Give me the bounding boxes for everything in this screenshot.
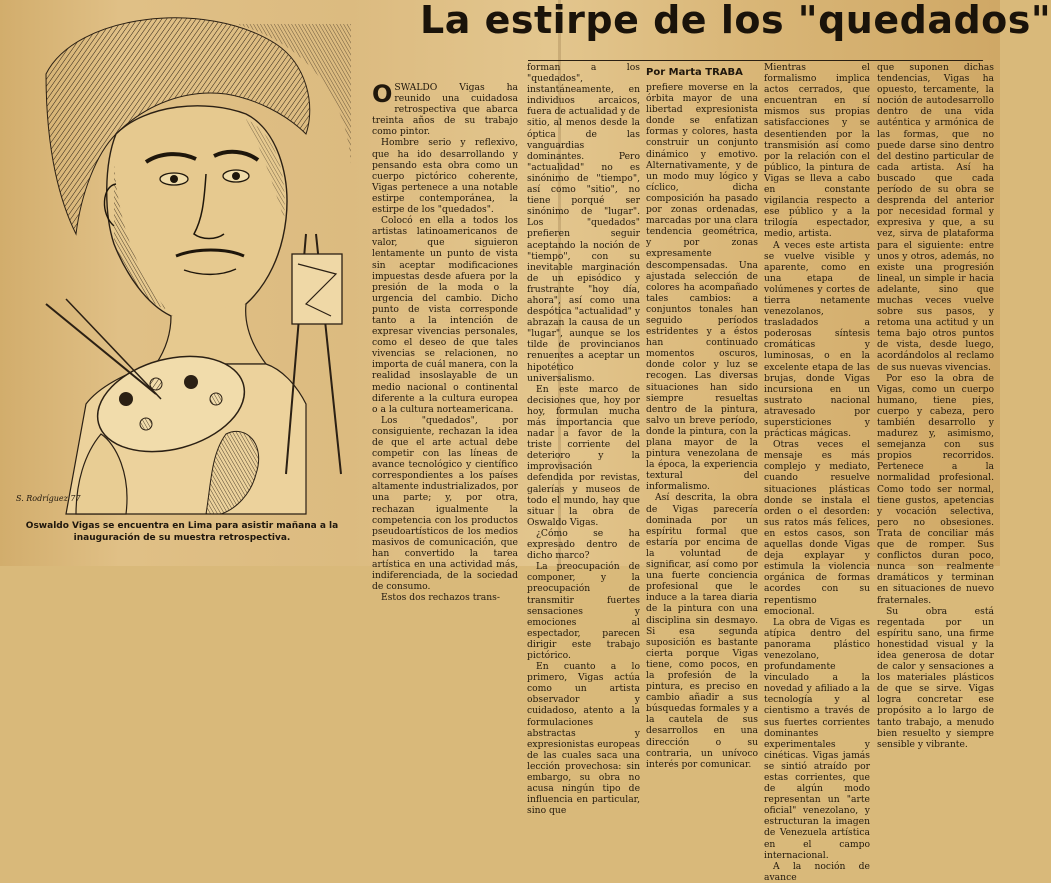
byline: Por Marta TRABA [646,67,743,78]
column-3-paragraph-2: Así descrita, la obra de Vigas parecería dominada por un espíritu formal que estaría por encima de la voluntad de significar, así como por una fuerte conciencia profesional que le induce a la tarea diaria de la pintura con una disciplina sin desmayo. Si esa segunda suposición es bastante cierta porque Vigas tiene, como pocos, en la profesión de la pintura, es preciso en cambio añadir a sus búsquedas formales y a la cautela de sus desarrollos en una dirección o su contraria, un unívoco interés por comunicar. [646,492,758,770]
column-4-paragraph-5: A la noción de avance [764,860,870,883]
column-4-paragraph-4: La obra de Vigas es atípica dentro del panorama plástico venezolano, profundamente vinculado a la novedad y afiliado a la tecnología y al cientismo a través de sus fuertes corrientes dominantes experimentales y cinéticas. Vigas jamás se sintió atraído por estas corrientes, que de algún modo representan un "arte oficial" venezolano, y estructuran la imagen de Venezuela artística en el campo internacional. [764,616,870,861]
article-column-5 [877,62,994,750]
column-2-paragraph-2: En este marco de decisiones que, hoy por hoy, formulan mucha más importancia que nadar a favor de la triste corriente del deterioro y la improvisación defendida por revistas, galerías y museos de todo el mundo, hay que situar la obra de Oswaldo Vigas. [527,383,640,528]
column-1-paragraph-1: OSWALDO Vigas ha reunido una cuidadosa retrospectiva que abarca treinta años de su trabajo como pintor. [372,80,518,138]
column-4-paragraph-2: A veces este artista se vuelve visible y aparente, como en una etapa de volúmenes y cortes de tierra netamente venezolanos, trasladados a poderosas síntesis cromáticas y luminosas, o en la excelente etapa de las brujas, donde Vigas incursiona en un sustrato nacional atravesado por supersticiones y prácticas mágicas. [764,239,870,440]
column-1-paragraph-3: Colocó en ella a todos los artistas latinoamericanos de valor, que siguieron lentamente un punto de vista sin aceptar modificaciones impuestas desde afuera por la presión de la moda o la urgencia del cambio. Dicho punto de vista corresponde tanto a la intención de expresar vivencias personales, como el deseo de que tales vivencias se relacionen, no importa de cuál manera, con la realidad insoslayable de un medio nacional o continental diferente a la cultura europea o a la cultura norteamericana. [372,215,518,415]
portrait-illustration [6,4,354,514]
drop-cap: O [372,80,393,108]
column-2-paragraph-4: La preocupación de componer, y la preocupación de transmitir fuertes sensaciones y emociones al espectador, parecen dirigir este trabajo pictórico. [527,561,640,661]
article-column-3 [646,82,758,770]
article-column-1 [372,80,518,604]
column-5-paragraph-2: Por eso la obra de Vigas, como un cuerpo humano, tiene pies, cuerpo y cabeza, pero también desarrollo y madurez y, asimismo, semejanza con sus propios recorridos. Pertenece a la normalidad profesional. Como todo ser normal, tiene gustos, apetencias y vocación selectiva, pero no obsesiones. Trata de conciliar más que de romper. Sus conflictos duran poco, nunca son realmente dramáticos y terminan en situaciones de nuevo fraternales. [877,372,994,606]
headline-rule [528,60,983,61]
illustration-signature: S. Rodríguez 77 [16,494,81,503]
column-4-paragraph-3: Otras veces el mensaje es más complejo y mediato, cuando resuelve situaciones plásticas donde se instala el orden o el desorden: sus ratos más felices, en estos casos, son aquellas donde Vigas deja explayar y estimula la violencia orgánica de formas acordes con su repentismo emocional. [764,439,870,617]
column-2-paragraph-3: ¿Cómo se ha expresado dentro de dicho marco? [527,527,640,562]
column-5-paragraph-1: que suponen dichas tendencias, Vigas ha opuesto, tercamente, la noción de autodesarrollo dentro de una vida auténtica y armónica de las formas, que no puede darse sino dentro del destino particular de cada artista. Así ha buscado que cada período de su obra se desprenda del anterior por necesidad formal y expresiva y que, a su vez, sirva de plataforma para el siguiente: entre unos y otros, además, no existe una progresión lineal, un simple ir hacia adelante, sino que muchas veces vuelve sobre sus pasos, y retoma una actitud y un tema bajo otros puntos de vista, desde luego, acordándolos al reclamo de sus nuevas vivencias. [877,62,994,373]
article-column-4 [764,62,870,883]
column-2-paragraph-5: En cuanto a lo primero, Vigas actúa como un artista observador y cuidadoso, atento a la formulaciones abstractas y expresionistas europeas de las cuales saca una lección provechosa: sin embargo, su obra no acusa ningún tipo de influencia en particular, sino que [527,661,640,817]
headline: La estirpe de los "quedados" [420,0,1051,42]
column-1-paragraph-4: Los "quedados", por consiguiente, rechazan la idea de que el arte actual debe competir con las líneas de avance tecnológico y científico correspondientes a los países altamente industrializados, por una parte; y, por otra, rechazan igualmente la competencia con los productos pseudoartísticos de los medios masivos de comunicación, que han convertido la tarea artística en una actividad más, indiferenciada, de la sociedad de consumo. [372,414,518,593]
photo-caption: Oswaldo Vigas se encuentra en Lima para asistir mañana a la inauguración de su muestra retrospectiva. [25,521,339,543]
column-3-paragraph-1: prefiere moverse en la órbita mayor de una libertad expresionista donde se enfatizan formas y colores, hasta construir un conjunto dinámico y emotivo. Alternativamente, y de un modo muy lógico y cíclico, dicha composición ha pasado por zonas ordenadas, marcadas por una clara tendencia geométrica, y por zonas expresamente descompensadas. Una ajustada selección de colores ha acompañado tales cambios: a conjuntos tonales han seguido períodos estridentes y a éstos han continuado momentos oscuros, donde color y luz se recogen. Las diversas situaciones han sido siempre resueltas dentro de la pintura, salvo un breve período, donde la pintura, con la plana mayor de la pintura venezolana de la época, la experiencia textural del informalismo. [646,82,758,493]
portrait-drawing [6,4,354,514]
column-5-paragraph-3: Su obra está regentada por un espíritu sano, una firme honestidad visual y la idea generosa de dotar de calor y sensaciones a los materiales plásticos de que se sirve. Vigas logra concretar ese propósito a lo largo de tanto trabajo, a menudo bien resuelto y siempre sensible y vibrante. [877,605,994,750]
column-2-paragraph-1: forman a los "quedados", instantáneamente, en individuos arcaicos, fuera de actualidad y de sitio, al menos desde la óptica de las vanguardias dominantes. Pero "actualidad" no es sinónimo de "tiempo", así como "sitio", no tiene porqué ser sinónimo de "lugar". Los "quedados" prefieren seguir aceptando la noción de "tiempo", con su inevitable marginación de un episódico y frustrante "hoy día, ahora", así como una despótica "actualidad" y abrazan la causa de un "lugar", aunque se los tilde de provincianos renuentes a aceptar un hipotético universalismo. [527,62,641,384]
column-1-paragraph-2: Hombre serio y reflexivo, que ha ido desarrollando y pensando esta obra como un cuerpo pictórico coherente, Vigas pertenece a una notable estirpe contemporánea, la estirpe de los "quedados". [372,137,518,216]
article-column-2 [527,62,641,817]
column-4-paragraph-1: Mientras el formalismo implica actos cerrados, que encuentran en sí mismos sus propias satisfacciones y se desentienden por la transmisión así como por la relación con el público, la pintura de Vigas se lleva a cabo en constante vigilancia respecto a ese público y a la trilogía espectador, medio, artista. [764,62,870,240]
column-1-paragraph-5: Estos dos rechazos trans- [381,592,501,604]
